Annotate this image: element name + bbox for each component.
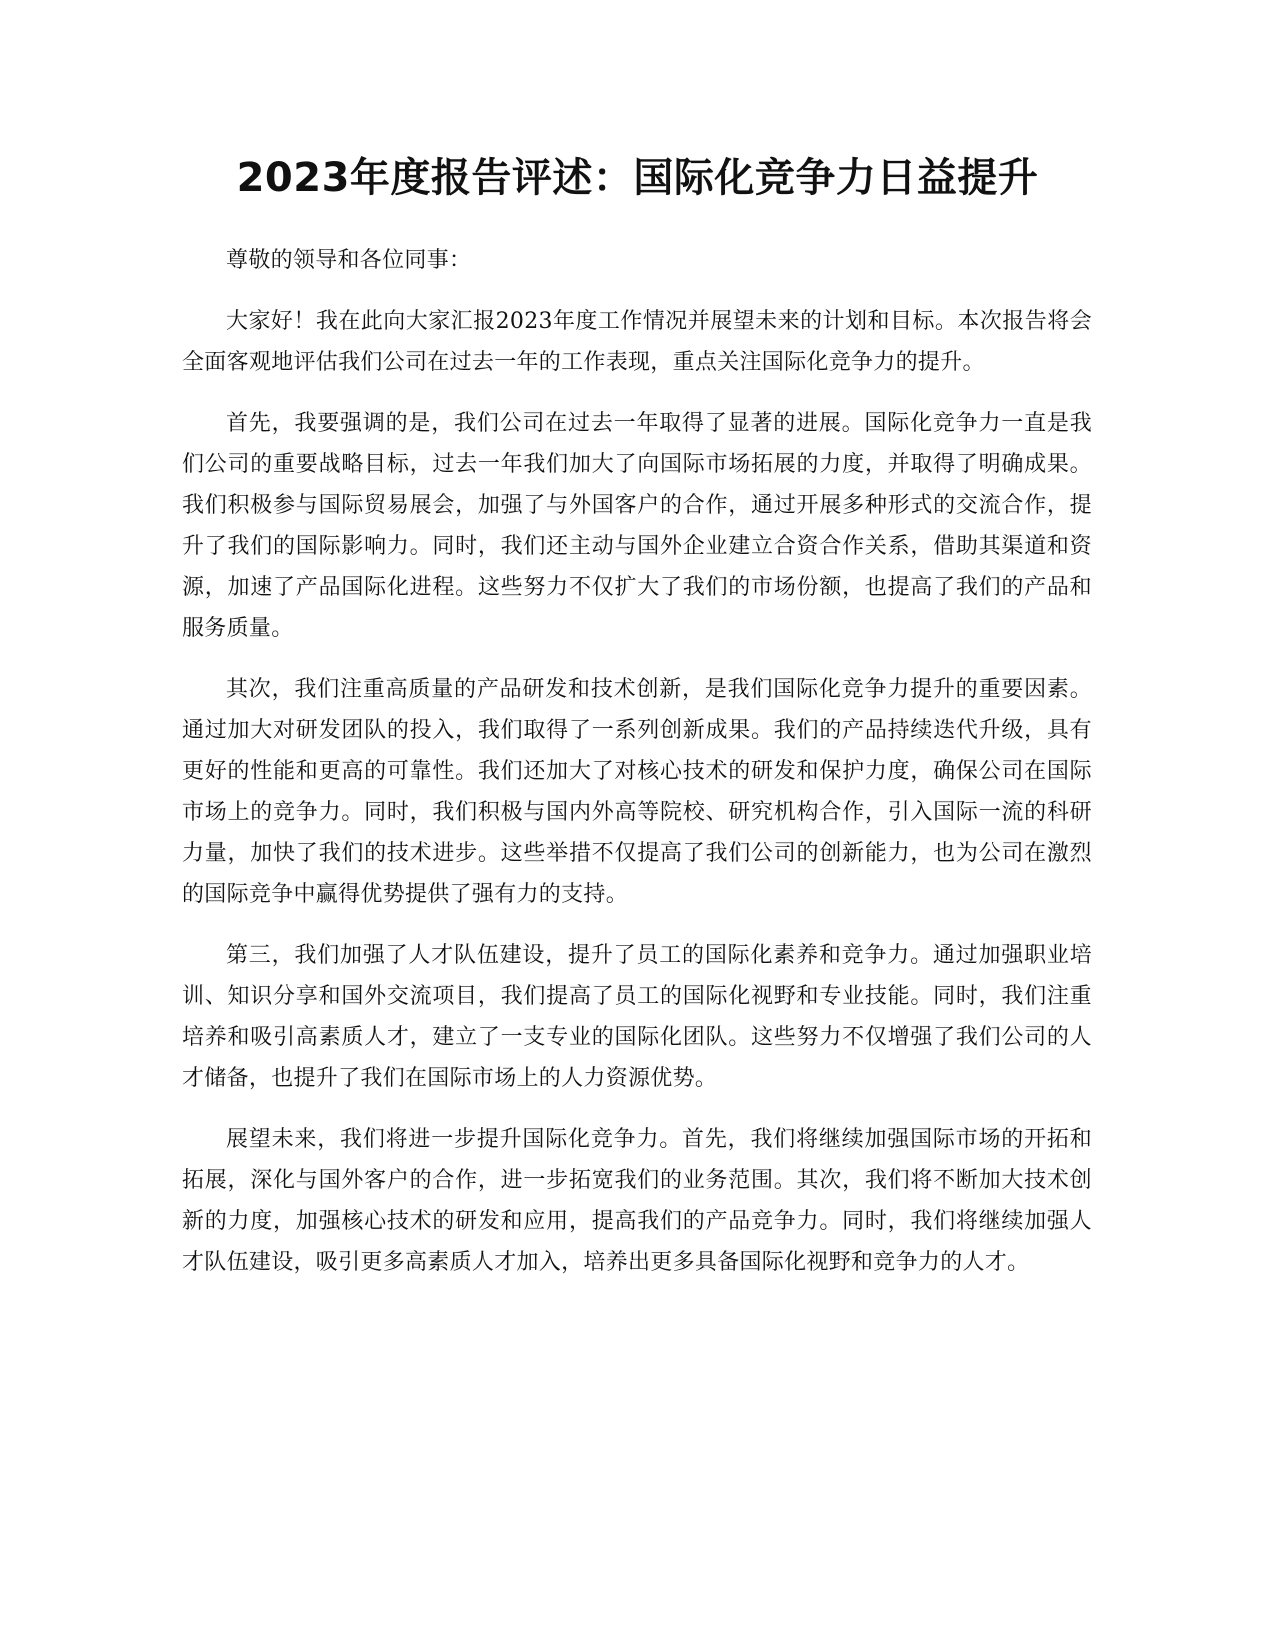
progress-paragraph: 首先，我要强调的是，我们公司在过去一年取得了显著的进展。国际化竞争力一直是我们公司的重要战略目标，过去一年我们加大了向国际市场拓展的力度，并取得了明确成果。我们积极参与国际贸易展会，加强了与外国客户的合作，通过开展多种形式的交流合作，提升了我们的国际影响力。同时，我们还主动与国外企业建立合资合作关系，借助其渠道和资源，加速了产品国际化进程。这些努力不仅扩大了我们的市场份额，也提高了我们的产品和服务质量。	[182, 411, 1092, 641]
innovation-paragraph: 其次，我们注重高质量的产品研发和技术创新，是我们国际化竞争力提升的重要因素。通过加大对研发团队的投入，我们取得了一系列创新成果。我们的产品持续迭代升级，具有更好的性能和更高的可靠性。我们还加大了对核心技术的研发和保护力度，确保公司在国际市场上的竞争力。同时，我们积极与国内外高等院校、研究机构合作，引入国际一流的科研力量，加快了我们的技术进步。这些举措不仅提高了我们公司的创新能力，也为公司在激烈的国际竞争中赢得优势提供了强有力的支持。	[182, 677, 1092, 907]
outlook-paragraph: 展望未来，我们将进一步提升国际化竞争力。首先，我们将继续加强国际市场的开拓和拓展，深化与国外客户的合作，进一步拓宽我们的业务范围。其次，我们将不断加大技术创新的力度，加强核心技术的研发和应用，提高我们的产品竞争力。同时，我们将继续加强人才队伍建设，吸引更多高素质人才加入，培养出更多具备国际化视野和竞争力的人才。	[182, 1127, 1092, 1275]
page-title: 2023年度报告评述：国际化竞争力日益提升	[236, 155, 1039, 201]
document-body	[182, 240, 1092, 1303]
greeting-paragraph: 尊敬的领导和各位同事：	[226, 248, 472, 273]
talent-paragraph: 第三，我们加强了人才队伍建设，提升了员工的国际化素养和竞争力。通过加强职业培训、知识分享和国外交流项目，我们提高了员工的国际化视野和专业技能。同时，我们注重培养和吸引高素质人才，建立了一支专业的国际化团队。这些努力不仅增强了我们公司的人才储备，也提升了我们在国际市场上的人力资源优势。	[182, 943, 1092, 1091]
intro-paragraph: 大家好！我在此向大家汇报2023年度工作情况并展望未来的计划和目标。本次报告将会全面客观地评估我们公司在过去一年的工作表现，重点关注国际化竞争力的提升。	[182, 309, 1092, 375]
